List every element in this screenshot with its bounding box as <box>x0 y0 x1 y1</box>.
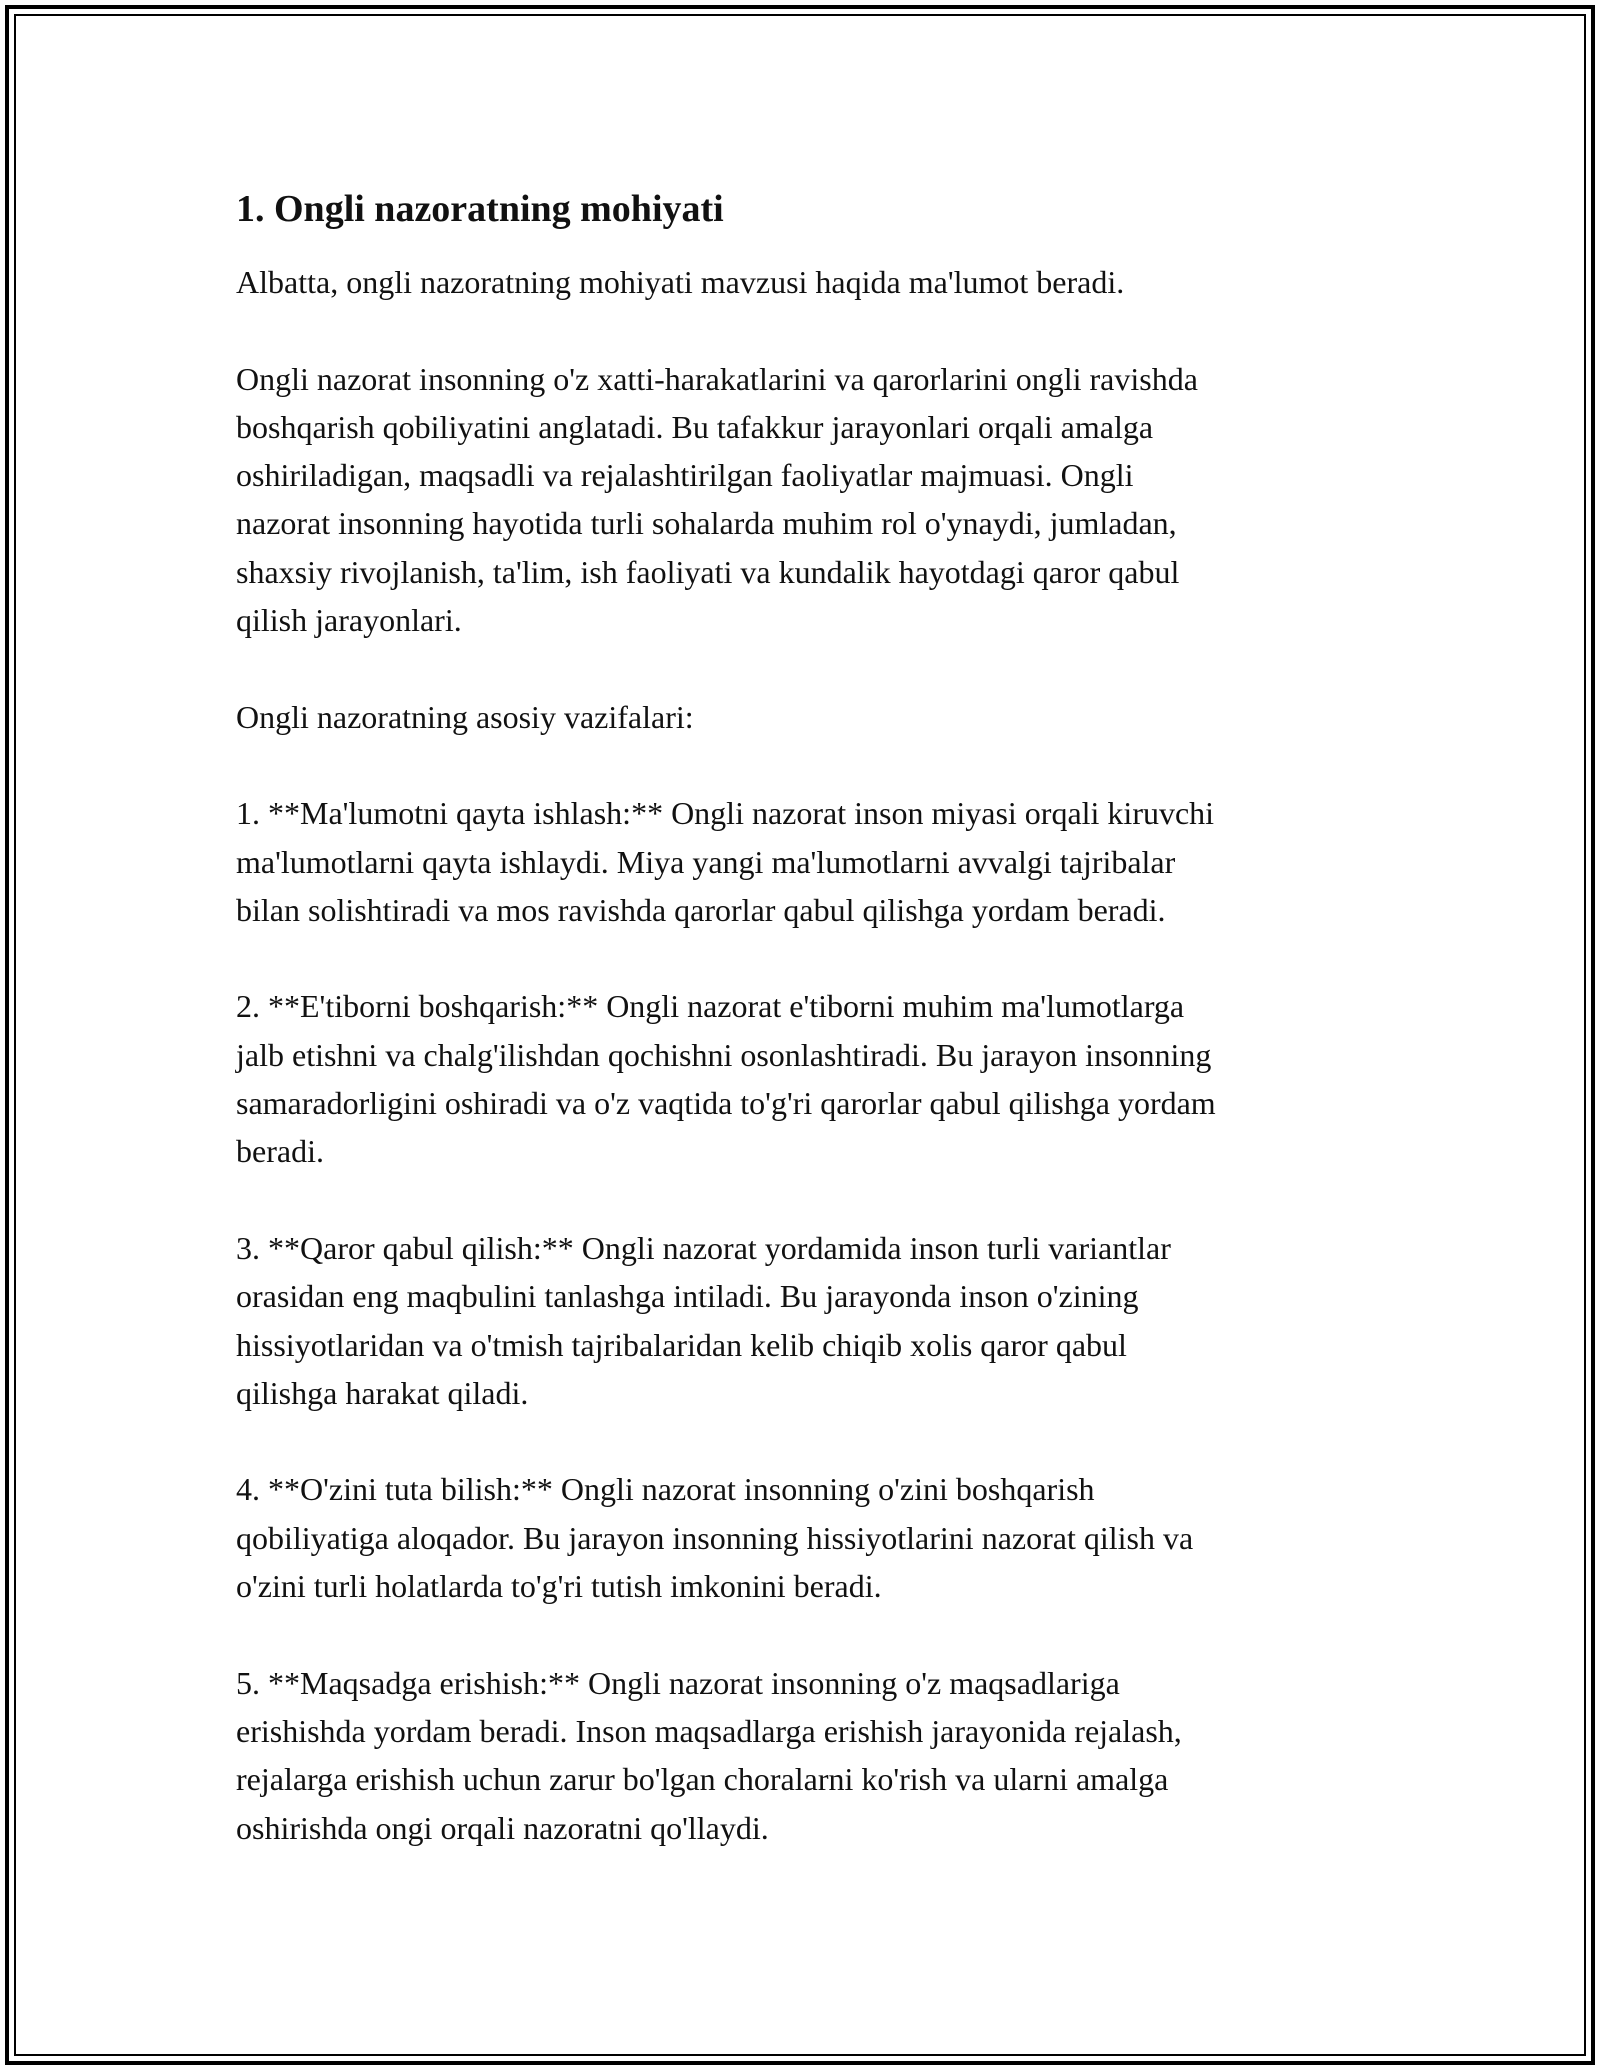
intro-paragraph: Albatta, ongli nazoratning mohiyati mavzusi haqida ma'lumot beradi. <box>236 264 1125 300</box>
list-item-self-control: 4. **O'zini tuta bilish:** Ongli nazorat insonning o'zini boshqarish qobiliyatiga aloqador. Bu jarayon insonning hissiyotlarini nazorat qilish va o'zini turli holatlarda to'g'ri tutish imkonini beradi. <box>236 1471 1194 1605</box>
list-item-goal-achievement: 5. **Maqsadga erishish:** Ongli nazorat insonning o'z maqsadlariga erishishda yordam beradi. Inson maqsadlarga erishish jarayonida rejalash, rejalarga erishish uchun zarur bo'lgan choralarni ko'rish va ularni amalga oshirishda ongi orqali nazoratni qo'llaydi. <box>236 1664 1182 1846</box>
list-item-attention-management: 2. **E'tiborni boshqarish:** Ongli nazorat e'tiborni muhim ma'lumotlarga jalb etishni va chalg'ilishdan qochishni osonlashtiradi. Bu jarayon insonning samaradorligini oshiradi va o'z vaqtida to'g'ri qarorlar qabul qilishga yordam beradi. <box>236 988 1216 1170</box>
document-title: 1. Ongli nazoratning mohiyati <box>236 188 724 230</box>
definition-paragraph: Ongli nazorat insonning o'z xatti-harakatlarini va qarorlarini ongli ravishda boshqarish qobiliyatini anglatadi. Bu tafakkur jarayonlari orqali amalga oshiriladigan, maqsadli va rejalashtirilgan faoliyatlar majmuasi. Ongli nazorat insonning hayotida turli sohalarda muhim rol o'ynaydi, jumladan, shaxsiy rivojlanish, ta'lim, ish faoliyati va kundalik hayotdagi qaror qabul qilish jarayonlari. <box>236 360 1198 639</box>
document-body <box>236 185 1376 1900</box>
list-item-decision-making: 3. **Qaror qabul qilish:** Ongli nazorat yordamida inson turli variantlar orasidan eng maqbulini tanlashga intiladi. Bu jarayonda inson o'zining hissiyotlaridan va o'tmish tajribalaridan kelib chiqib xolis qaror qabul qilishga harakat qiladi. <box>236 1229 1171 1411</box>
list-item-information-processing: 1. **Ma'lumotni qayta ishlash:** Ongli nazorat inson miyasi orqali kiruvchi ma'lumotlarni qayta ishlaydi. Miya yangi ma'lumotlarni avvalgi tajribalar bilan solishtiradi va mos ravishda qarorlar qabul qilishga yordam beradi. <box>236 795 1215 928</box>
tasks-heading-paragraph: Ongli nazoratning asosiy vazifalari: <box>236 698 694 735</box>
